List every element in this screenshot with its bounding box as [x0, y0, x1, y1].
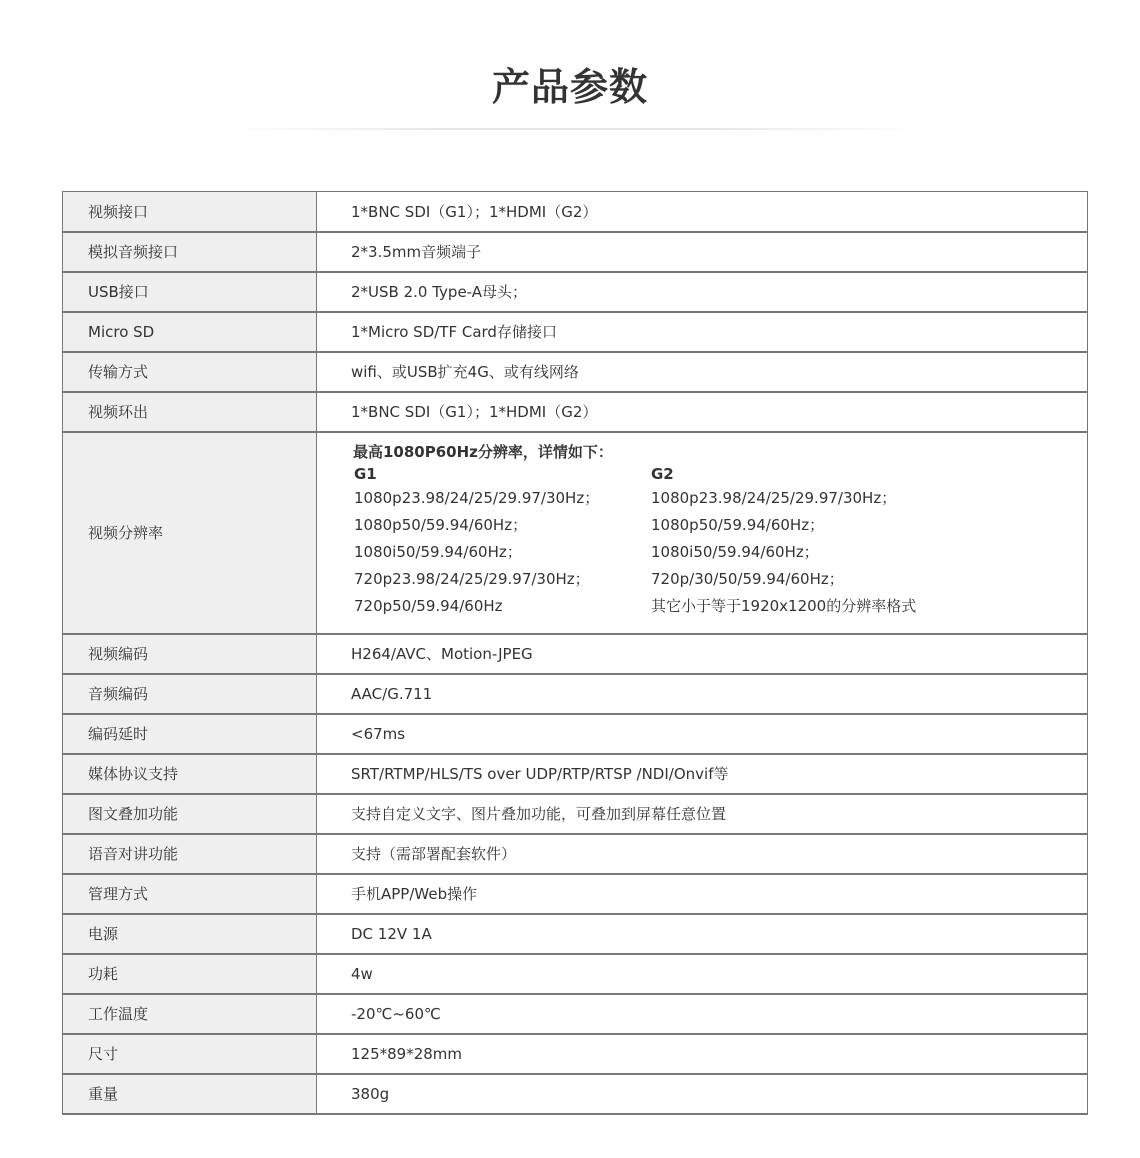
resolution-line: 其它小于等于1920x1200的分辨率格式 [651, 597, 917, 615]
table-row [63, 754, 1088, 794]
spec-value: AAC/G.711 [317, 674, 1088, 714]
spec-value: 125*89*28mm [317, 1034, 1088, 1074]
spec-label: 编码延时 [63, 714, 317, 754]
title-divider [235, 128, 915, 130]
spec-label: USB接口 [63, 272, 317, 312]
spec-label: 尺寸 [63, 1034, 317, 1074]
spec-value: 4w [317, 954, 1088, 994]
table-row [63, 994, 1088, 1034]
resolution-columns [353, 463, 1087, 620]
spec-label: 音频编码 [63, 674, 317, 714]
table-row [63, 794, 1088, 834]
spec-value-resolution [317, 432, 1088, 634]
spec-value: wifi、或USB扩充4G、或有线网络 [317, 352, 1088, 392]
table-row [63, 392, 1088, 432]
table-row [63, 714, 1088, 754]
table-row-resolution [63, 432, 1088, 634]
spec-value: -20℃~60℃ [317, 994, 1088, 1034]
spec-value: 手机APP/Web操作 [317, 874, 1088, 914]
table-row [63, 674, 1088, 714]
resolution-line: 1080i50/59.94/60Hz； [651, 543, 819, 561]
resolution-block [351, 435, 1087, 630]
spec-label: 视频分辨率 [63, 432, 317, 634]
spec-label: 媒体协议支持 [63, 754, 317, 794]
spec-value: SRT/RTMP/HLS/TS over UDP/RTP/RTSP /NDI/Onvif等 [317, 754, 1088, 794]
resolution-line: 1080p50/59.94/60Hz； [354, 516, 528, 534]
resolution-col-title: G1 [354, 465, 377, 483]
spec-value: <67ms [317, 714, 1088, 754]
spec-label: 图文叠加功能 [63, 794, 317, 834]
resolution-line: 720p50/59.94/60Hz [354, 597, 503, 615]
table-row [63, 914, 1088, 954]
table-row [63, 874, 1088, 914]
table-row [63, 312, 1088, 352]
spec-value: 支持自定义文字、图片叠加功能，可叠加到屏幕任意位置 [317, 794, 1088, 834]
table-row [63, 834, 1088, 874]
spec-table [62, 191, 1088, 1115]
resolution-line: 1080p23.98/24/25/29.97/30Hz； [354, 489, 600, 507]
table-row [63, 954, 1088, 994]
page-title: 产品参数 [491, 65, 648, 109]
spec-value: 1*BNC SDI（G1）；1*HDMI（G2） [317, 192, 1088, 232]
spec-label: 重量 [63, 1074, 317, 1114]
spec-label: Micro SD [63, 312, 317, 352]
spec-value: H264/AVC、Motion-JPEG [317, 634, 1088, 674]
resolution-col-title: G2 [651, 465, 674, 483]
spec-label: 传输方式 [63, 352, 317, 392]
spec-value: 1*BNC SDI（G1）；1*HDMI（G2） [317, 392, 1088, 432]
spec-label: 视频环出 [63, 392, 317, 432]
spec-value: 380g [317, 1074, 1088, 1114]
spec-label: 电源 [63, 914, 317, 954]
table-row [63, 192, 1088, 232]
table-row [63, 1034, 1088, 1074]
spec-label: 视频接口 [63, 192, 317, 232]
spec-label: 模拟音频接口 [63, 232, 317, 272]
resolution-line: 1080p23.98/24/25/29.97/30Hz； [651, 489, 897, 507]
spec-label: 功耗 [63, 954, 317, 994]
resolution-line: 1080p50/59.94/60Hz； [651, 516, 825, 534]
table-row [63, 272, 1088, 312]
resolution-heading: 最高1080P60Hz分辨率，详情如下： [353, 443, 613, 461]
table-row [63, 634, 1088, 674]
resolution-col-g2 [650, 463, 947, 620]
resolution-line: 1080i50/59.94/60Hz； [354, 543, 522, 561]
spec-label: 视频编码 [63, 634, 317, 674]
table-row [63, 352, 1088, 392]
resolution-col-g1 [353, 463, 650, 620]
resolution-line: 720p23.98/24/25/29.97/30Hz； [354, 570, 590, 588]
resolution-line: 720p/30/50/59.94/60Hz； [651, 570, 844, 588]
spec-value: 2*3.5mm音频端子 [317, 232, 1088, 272]
spec-label: 工作温度 [63, 994, 317, 1034]
spec-value: 2*USB 2.0 Type-A母头； [317, 272, 1088, 312]
table-row [63, 1074, 1088, 1114]
spec-value: DC 12V 1A [317, 914, 1088, 954]
spec-label: 语音对讲功能 [63, 834, 317, 874]
spec-value: 支持（需部署配套软件） [317, 834, 1088, 874]
table-row [63, 232, 1088, 272]
spec-label: 管理方式 [63, 874, 317, 914]
spec-value: 1*Micro SD/TF Card存储接口 [317, 312, 1088, 352]
